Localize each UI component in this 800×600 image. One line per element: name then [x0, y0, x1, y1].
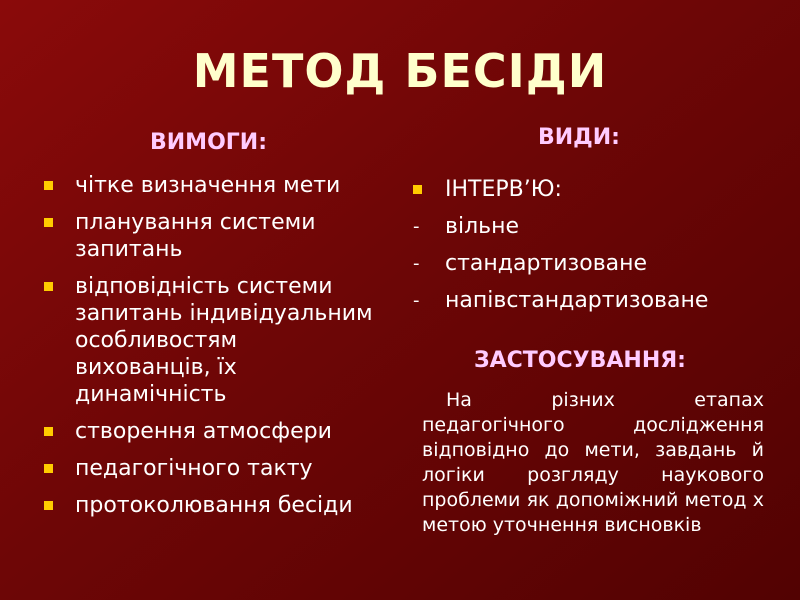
type-text: стандартизоване — [445, 251, 648, 276]
types-list — [413, 176, 783, 324]
square-bullet-icon — [413, 185, 422, 194]
type-item — [413, 176, 783, 203]
dash-bullet-icon: - — [413, 290, 420, 311]
type-item — [413, 250, 783, 277]
requirement-item — [44, 273, 374, 408]
requirement-text: педагогічного такту — [75, 456, 313, 481]
square-bullet-icon — [44, 282, 53, 291]
type-item — [413, 213, 783, 240]
requirement-text: створення атмосфери — [75, 419, 332, 444]
page-title — [0, 44, 800, 98]
requirement-item — [44, 209, 374, 263]
title-word-method: МЕТОД — [192, 44, 387, 98]
requirement-item — [44, 418, 374, 445]
type-item — [413, 287, 783, 314]
square-bullet-icon — [44, 218, 53, 227]
type-text: ІНТЕРВ’Ю: — [445, 177, 562, 202]
square-bullet-icon — [44, 501, 53, 510]
application-heading: ЗАСТОСУВАННЯ: — [474, 348, 686, 373]
requirement-item — [44, 492, 374, 519]
square-bullet-icon — [44, 181, 53, 190]
requirements-heading: ВИМОГИ: — [150, 130, 268, 155]
type-text: вільне — [445, 214, 520, 239]
type-text: напівстандартизоване — [445, 288, 709, 313]
dash-bullet-icon: - — [413, 253, 420, 274]
requirement-text: протоколювання бесіди — [75, 493, 353, 518]
requirements-list — [44, 172, 374, 529]
square-bullet-icon — [44, 464, 53, 473]
requirement-text: планування системи запитань — [75, 210, 316, 262]
requirement-text: відповідність системи запитань індивідуальним особливостям вихованців, їх динамічність — [75, 274, 373, 407]
requirement-item — [44, 172, 374, 199]
title-word-conversation: БЕСІДИ — [404, 44, 608, 98]
requirement-item — [44, 455, 374, 482]
dash-bullet-icon: - — [413, 216, 420, 237]
application-text: На різних етапах педагогічного дослідження відповідно до мети, завдань й логіки розгляду наукового проблеми як допоміжний метод х метою уточнення висновків — [422, 389, 764, 536]
square-bullet-icon — [44, 427, 53, 436]
types-heading: ВИДИ: — [538, 125, 620, 150]
requirement-text: чітке визначення мети — [75, 173, 341, 198]
